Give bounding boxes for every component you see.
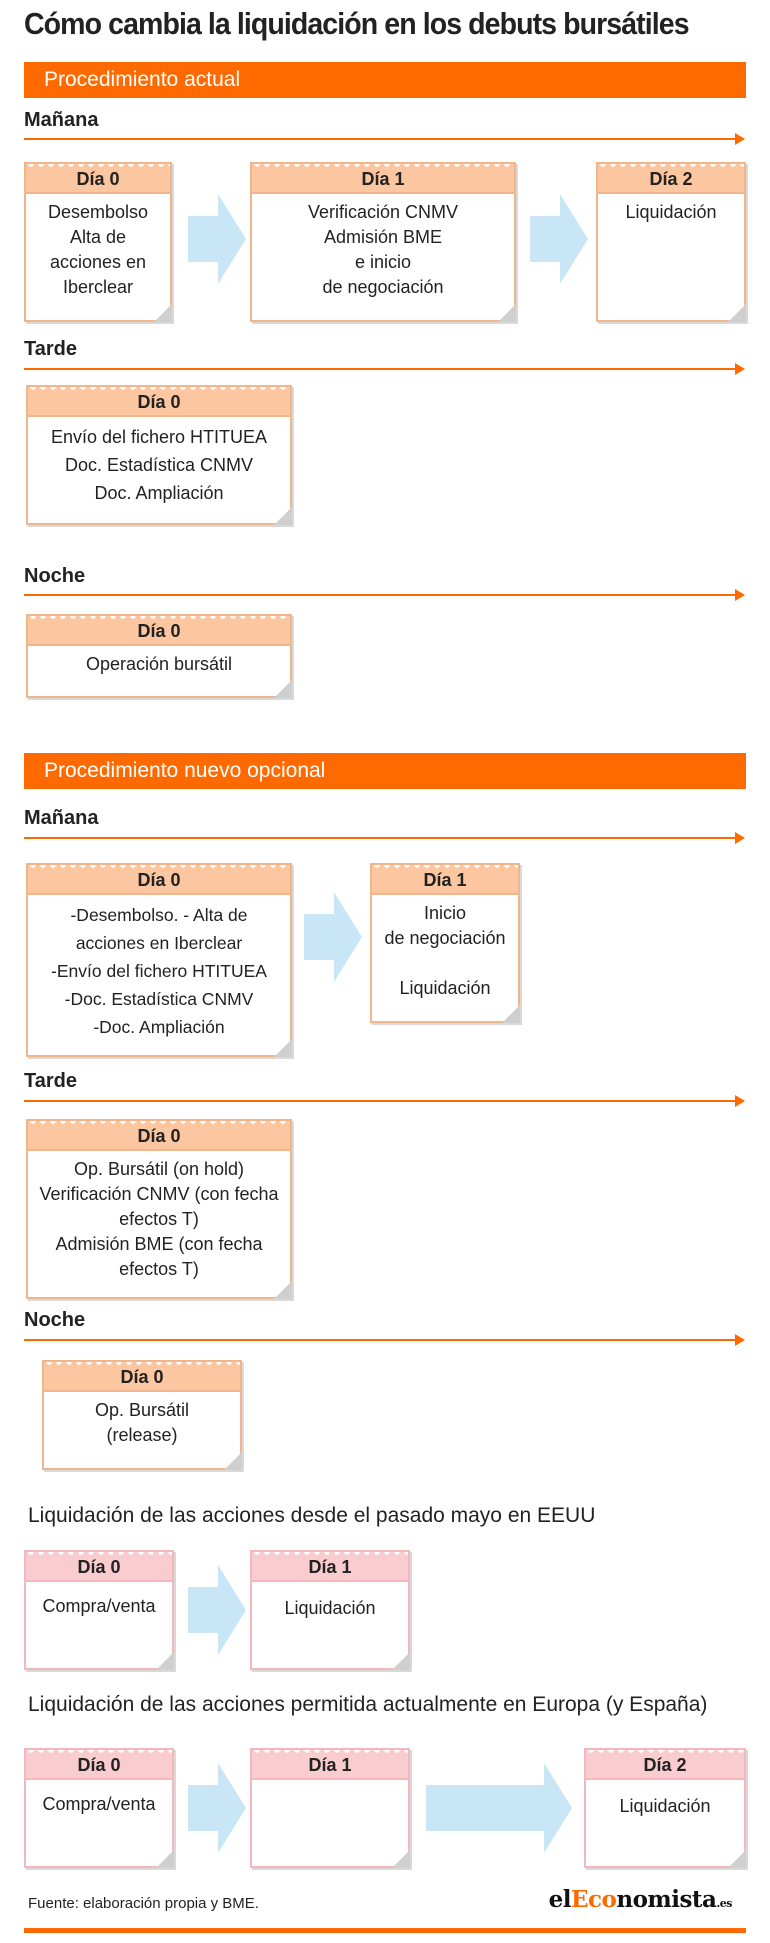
- card-line: (release): [106, 1425, 178, 1445]
- day-card-header: Día 2: [598, 164, 744, 194]
- timeline-arrow: [24, 138, 736, 140]
- flow-arrow-icon: [304, 892, 364, 982]
- card-line: efectos T): [119, 1209, 199, 1229]
- day-card: [26, 385, 292, 525]
- day-card-body: [26, 1780, 172, 1817]
- day-card-body: [598, 194, 744, 225]
- day-card-body: [26, 1582, 172, 1619]
- card-line: Compra/venta: [42, 1794, 156, 1814]
- day-card-body: [44, 1392, 240, 1448]
- day-card-header: Día 0: [26, 1552, 172, 1582]
- day-card-header: Día 0: [26, 1750, 172, 1780]
- brand-logo: [549, 1886, 732, 1913]
- day-card-body: [252, 1582, 408, 1621]
- flow-arrow-icon: [188, 194, 248, 284]
- card-line: Doc. Ampliación: [94, 483, 224, 503]
- card-line: Op. Bursátil (on hold): [73, 1159, 245, 1179]
- timeline-arrow: [24, 368, 736, 370]
- card-line: Admisión BME (con fecha: [55, 1234, 263, 1254]
- timeline-arrow: [24, 1339, 736, 1341]
- day-card: [26, 1119, 292, 1299]
- card-line: Envío del fichero HTITUEA: [50, 427, 268, 447]
- card-line: Verificación CNMV: [307, 202, 459, 222]
- day-card: [250, 1748, 410, 1868]
- period-label-manana: Mañana: [24, 807, 99, 829]
- day-card: [26, 863, 292, 1057]
- flow-arrow-icon: [426, 1763, 574, 1853]
- flow-arrow-icon: [188, 1565, 248, 1655]
- day-card: [250, 162, 516, 322]
- section-banner-new: Procedimiento nuevo opcional: [24, 753, 746, 789]
- source-note: Fuente: elaboración propia y BME.: [28, 1895, 259, 1912]
- period-label-tarde: Tarde: [24, 1070, 77, 1092]
- day-card-header: Día 1: [252, 1552, 408, 1582]
- card-line: Inicio: [423, 903, 467, 923]
- day-card: [24, 1550, 174, 1670]
- logo-part: el: [548, 1886, 571, 1913]
- period-label-manana: Mañana: [24, 109, 99, 131]
- day-card-header: Día 0: [28, 1121, 290, 1151]
- period-label-tarde: Tarde: [24, 338, 77, 360]
- flow-arrow-icon: [188, 1763, 248, 1853]
- card-line: [376, 951, 514, 976]
- day-card: [596, 162, 746, 322]
- timeline-arrow: [24, 594, 736, 596]
- period-label-noche: Noche: [24, 565, 86, 587]
- day-card: [26, 614, 292, 698]
- card-line: de negociación: [322, 277, 444, 297]
- flow-arrow-icon: [530, 194, 590, 284]
- section-banner-current: Procedimiento actual: [24, 62, 746, 98]
- day-card-body: [28, 417, 290, 507]
- logo-part: Eco: [570, 1886, 617, 1913]
- card-line: Desembolso: [47, 202, 149, 222]
- day-card-body: [252, 194, 514, 300]
- timeline-arrow: [24, 1100, 736, 1102]
- day-card-header: Día 0: [28, 865, 290, 895]
- day-card-header: Día 1: [252, 1750, 408, 1780]
- timeline-arrow: [24, 837, 736, 839]
- day-card: [370, 863, 520, 1023]
- day-card-header: Día 0: [44, 1362, 240, 1392]
- card-line: -Doc. Estadística CNMV: [64, 989, 254, 1009]
- day-card-body: [26, 194, 170, 300]
- card-line: Iberclear: [62, 277, 134, 297]
- card-line: -Envío del fichero HTITUEA: [51, 961, 267, 981]
- section-subtitle-us: Liquidación de las acciones desde el pasado mayo en EEUU: [28, 1504, 596, 1527]
- day-card-body: [28, 646, 290, 677]
- logo-part: nomista: [616, 1886, 717, 1913]
- logo-part: .es: [716, 1897, 732, 1910]
- card-line: -Desembolso. - Alta de: [70, 905, 248, 925]
- card-line: acciones en: [49, 252, 147, 272]
- footer-bar: [24, 1928, 746, 1933]
- card-line: Liquidación: [284, 1598, 376, 1618]
- section-subtitle-eu: Liquidación de las acciones permitida actualmente en Europa (y España): [28, 1693, 708, 1716]
- day-card-body: [28, 895, 290, 1041]
- card-line: Alta de: [69, 227, 127, 247]
- period-label-noche: Noche: [24, 1309, 86, 1331]
- card-line: Operación bursátil: [85, 654, 233, 674]
- day-card-header: Día 0: [26, 164, 170, 194]
- card-line: Verificación CNMV (con fecha: [39, 1184, 279, 1204]
- day-card-body: [28, 1151, 290, 1282]
- card-line: Liquidación: [399, 978, 491, 998]
- card-line: acciones en Iberclear: [75, 933, 243, 953]
- day-card-body: [252, 1780, 408, 1786]
- day-card-header: Día 1: [372, 865, 518, 895]
- day-card-header: Día 0: [28, 387, 290, 417]
- day-card: [42, 1360, 242, 1470]
- card-line: e inicio: [354, 252, 412, 272]
- card-line: Liquidación: [625, 202, 717, 222]
- day-card: [24, 1748, 174, 1868]
- day-card: [250, 1550, 410, 1670]
- card-line: Liquidación: [619, 1796, 711, 1816]
- day-card-body: [586, 1780, 744, 1819]
- day-card-header: Día 0: [28, 616, 290, 646]
- card-line: Compra/venta: [42, 1596, 156, 1616]
- card-line: de negociación: [384, 928, 506, 948]
- card-line: Doc. Estadística CNMV: [64, 455, 254, 475]
- day-card: [24, 162, 172, 322]
- day-card: [584, 1748, 746, 1868]
- day-card-header: Día 1: [252, 164, 514, 194]
- page-title: Cómo cambia la liquidación en los debuts bursátiles: [24, 6, 689, 41]
- card-line: -Doc. Ampliación: [93, 1017, 225, 1037]
- card-line: Op. Bursátil: [94, 1400, 190, 1420]
- card-line: Admisión BME: [323, 227, 443, 247]
- card-line: efectos T): [119, 1259, 199, 1279]
- day-card-header: Día 2: [586, 1750, 744, 1780]
- day-card-body: [372, 895, 518, 1001]
